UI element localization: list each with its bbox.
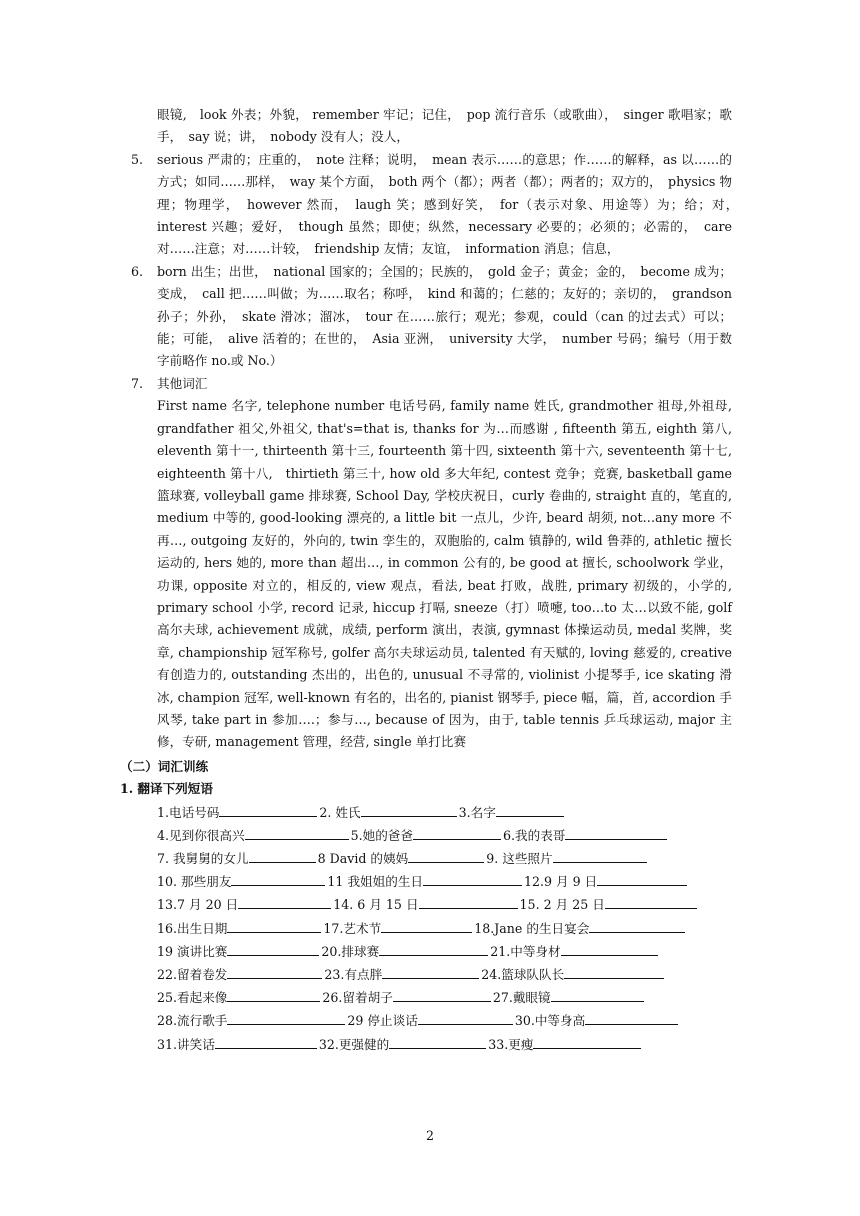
answer-blank[interactable]	[227, 964, 322, 979]
page-content	[120, 104, 745, 1056]
answer-blank[interactable]	[227, 1010, 345, 1025]
answer-blank[interactable]	[597, 871, 687, 886]
exercise-label: 18.Jane 的生日宴会	[474, 920, 590, 936]
other-words-paragraph: First name 名字, telephone number 电话号码, family name 姓氏, grandmother 祖母,外祖母, grandfather 祖父,外祖父, that's=that is, thanks for 为…而感谢 , fifteenth 第五, eighth 第八, eleventh 第十一, thirteenth 第十三, fourteenth 第十四, sixteenth 第十六, seventeenth 第十七, eighteenth 第十八, thirtieth 第三十, how old 多大年纪, contest 竞争；竞赛, basketball game 篮球赛, volleyball game 排球赛, School Day, 学校庆祝日，curly 卷曲的, straight 直的，笔直的, medium 中等的, good-looking 漂亮的, a little bit 一点儿，少许, beard 胡须, not…any more 不再…, outgoing 友好的，外向的, twin 孪生的，双胞胎的, calm 镇静的, wild 鲁莽的, athletic 擅长运动的, hers 她的, more than 超出…, in common 公有的, be good at 擅长, schoolwork 学业，功课, opposite 对立的，相反的, view 观点，看法, beat 打败，战胜, primary 初级的，小学的, primary school 小学, record 记录, hiccup 打嗝, sneeze（打）喷嚏, too…to 太…以致不能, golf 高尔夫球, achievement 成就，成绩, perform 演出，表演, gymnast 体操运动员, medal 奖牌，奖章, championship 冠军称号, golfer 高尔夫球运动员, talented 有天赋的, loving 慈爱的, creative 有创造力的, outstanding 杰出的，出色的, unusual 不寻常的, violinist 小提琴手, ice skating 滑冰, champion 冠军, well-known 有名的，出名的, pianist 钢琴手, piece 幅，篇，首, accordion 手风琴, take part in 参加….；参与…, because of 因为，由于, table tennis 乒乓球运动, major 主修，专研, management 管理，经营, single 单打比赛	[157, 398, 732, 750]
exercise-label: 16.出生日期	[157, 920, 228, 936]
exercise-heading	[120, 778, 732, 800]
exercise-label: 4.见到你很高兴	[157, 827, 245, 843]
exercise-label: 26.留着胡子	[322, 990, 393, 1006]
item-number: 5.	[131, 151, 144, 167]
vocab-item-7	[120, 373, 732, 395]
item-number: 6.	[131, 263, 144, 279]
exercise-label: 32.更强健的	[318, 1036, 390, 1052]
exercise-label: 14. 6 月 15 日	[333, 897, 419, 913]
exercise-label: 33.更瘦	[488, 1036, 534, 1052]
exercise-label: 8 David 的姨妈	[317, 851, 409, 866]
answer-blank[interactable]	[496, 802, 564, 817]
exercise-label: 11 我姐姐的生日	[327, 874, 424, 890]
answer-blank[interactable]	[227, 918, 321, 933]
exercise-label: 9. 这些照片	[486, 851, 553, 866]
exercise-row	[157, 986, 732, 1009]
vocab-item-6	[120, 261, 732, 373]
item-text: 其他词汇	[157, 375, 208, 391]
answer-blank[interactable]	[589, 918, 685, 933]
exercise-label: 13.7 月 20 日	[157, 897, 239, 913]
exercise-label: 2. 姓氏	[319, 804, 361, 820]
answer-blank[interactable]	[393, 987, 491, 1002]
exercise-label: 12.9 月 9 日	[524, 874, 598, 890]
answer-blank[interactable]	[231, 871, 325, 886]
answer-blank[interactable]	[245, 825, 349, 840]
exercise-row	[157, 870, 732, 893]
answer-blank[interactable]	[553, 848, 647, 863]
exercise-row	[157, 940, 732, 963]
exercise-row	[157, 963, 732, 986]
answer-blank[interactable]	[419, 894, 518, 909]
answer-blank[interactable]	[381, 918, 472, 933]
exercise-label: 3.名字	[458, 804, 496, 820]
answer-blank[interactable]	[227, 987, 320, 1002]
answer-blank[interactable]	[605, 894, 697, 909]
exercise-label: 31.讲笑话	[157, 1036, 215, 1052]
exercise-label: 24.篮球队队长	[481, 967, 565, 983]
exercise-label: 23.有点胖	[324, 967, 383, 983]
vocab-item-5	[120, 149, 745, 261]
vocab-item-4-continuation: 眼镜, look 外表；外貌， remember 牢记；记住， pop 流行音乐（或歌曲）， singer 歌唱家；歌手， say 说；讲， nobody 没有人；没人，	[157, 107, 732, 145]
answer-blank[interactable]	[561, 941, 658, 956]
exercise-label: 7. 我舅舅的女儿	[157, 851, 249, 866]
item-text: serious 严肃的；庄重的， note 注释；说明， mean 表示……的意思；作……的解释，as 以……的方式；如同……那样， way 某个方面， both 两个（都）；两者（都）；两者的；双方的， physics 物理；物理学， however 然而， laugh 笑；感到好笑， for（表示对象、用途等）为；给；对， interest 兴趣；爱好， though 虽然；即使；纵然，necessary 必要的；必须的；必需的， care 对……注意；对……计较， friendship 友情；友谊， information 消息；信息，	[157, 151, 745, 257]
exercise-label: 19 演讲比赛	[157, 943, 228, 959]
exercise-label: 30.中等身高	[514, 1013, 586, 1029]
answer-blank[interactable]	[249, 848, 316, 863]
page-number: 2	[425, 1128, 434, 1143]
answer-blank[interactable]	[215, 1034, 317, 1049]
exercise-number: 1.	[120, 781, 134, 797]
exercise-label: 25.看起来像	[157, 990, 228, 1006]
answer-blank[interactable]	[408, 848, 484, 863]
answer-blank[interactable]	[219, 802, 317, 817]
answer-blank[interactable]	[564, 964, 664, 979]
exercise-row	[157, 824, 732, 847]
answer-blank[interactable]	[238, 894, 331, 909]
answer-blank[interactable]	[418, 1010, 513, 1025]
exercise-label: 10. 那些朋友	[157, 874, 232, 890]
exercise-label: 6.我的表哥	[503, 827, 566, 843]
item-text: born 出生；出世， national 国家的；全国的；民族的， gold 金子；黄金；金的， become 成为；变成， call 把……叫做；为……取名；称呼， kind 和蔼的；仁慈的；友好的；亲切的， grandson 孙子；外孙， skate 滑冰；溜冰， tour 在……旅行；观光；参观，could（can 的过去式）可以；能；可能， alive 活着的；在世的， Asia 亚洲， university 大学， number 号码；编号（用于数字前略作 no.或 No.）	[157, 263, 732, 369]
exercise-label: 22.留着卷发	[157, 967, 228, 983]
exercise-row	[157, 893, 732, 916]
section-title: （二）词汇训练	[120, 758, 209, 774]
answer-blank[interactable]	[585, 1010, 678, 1025]
exercise-row	[157, 801, 732, 824]
exercise-row	[157, 1009, 732, 1032]
exercise-row	[157, 917, 732, 940]
exercise-label: 29 停止谈话	[347, 1013, 418, 1029]
exercise-label: 21.中等身材	[490, 943, 561, 959]
exercise-row	[157, 1033, 732, 1056]
answer-blank[interactable]	[379, 941, 488, 956]
exercise-label: 1.电话号码	[157, 804, 220, 820]
exercise-list	[157, 801, 732, 1056]
answer-blank[interactable]	[361, 802, 457, 817]
answer-blank[interactable]	[551, 987, 644, 1002]
exercise-row	[157, 847, 732, 870]
answer-blank[interactable]	[413, 825, 501, 840]
answer-blank[interactable]	[227, 941, 319, 956]
exercise-label: 28.流行歌手	[157, 1013, 228, 1029]
exercise-title: 翻译下列短语	[137, 781, 213, 797]
exercise-label: 5.她的爸爸	[350, 827, 413, 843]
exercise-label: 17.艺术节	[323, 920, 382, 936]
answer-blank[interactable]	[389, 1034, 486, 1049]
exercise-label: 15. 2 月 25 日	[519, 897, 605, 913]
item-number: 7.	[131, 375, 144, 391]
answer-blank[interactable]	[533, 1034, 641, 1049]
exercise-label: 27.戴眼镜	[492, 990, 551, 1006]
exercise-label: 20.排球赛	[321, 943, 380, 959]
answer-blank[interactable]	[382, 964, 479, 979]
answer-blank[interactable]	[565, 825, 667, 840]
answer-blank[interactable]	[423, 871, 522, 886]
